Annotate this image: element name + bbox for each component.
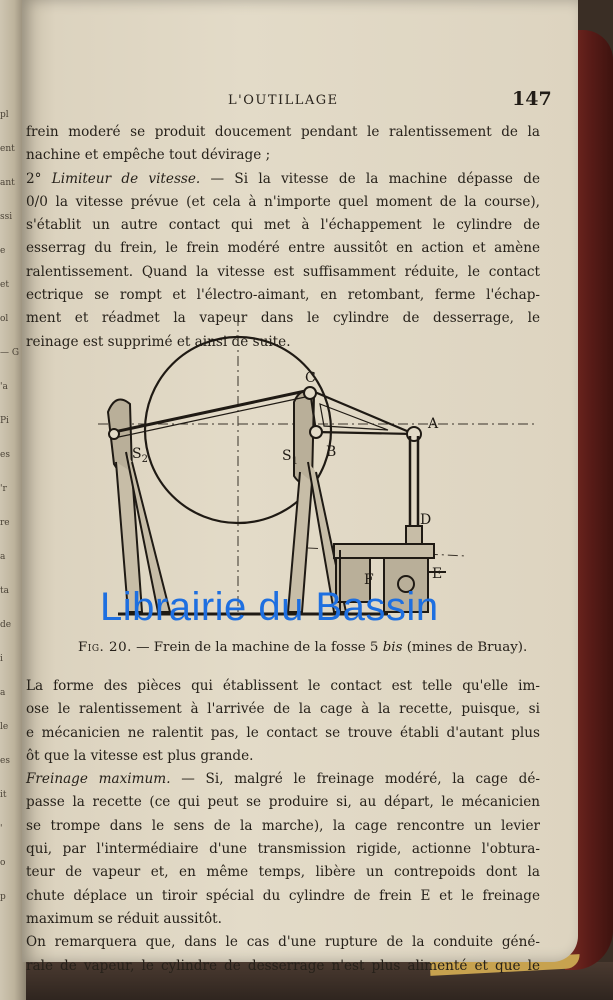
previous-page-fragment: et <box>0 280 9 290</box>
line-italic: Freinage maximum. <box>26 771 171 788</box>
line-text: ment et réadmet la vapeur dans le cylindre de desserrage, le <box>26 310 540 327</box>
text-line <box>26 908 540 931</box>
previous-page-fragment: 'a <box>0 382 8 392</box>
previous-page-fragment: es <box>0 756 10 766</box>
watermark: Librairie du Bassin <box>100 585 439 629</box>
caption-italic: bis <box>382 640 403 655</box>
line-text: maximum se réduit aussitôt. <box>26 910 222 927</box>
label-s2: $S_2$ <box>132 446 148 465</box>
line-text: — Si la vitesse de la machine dépasse de <box>200 170 540 187</box>
line-text: passe la recette (ce qui peut se produire si, au départ, le mécanicien <box>26 794 540 811</box>
label-a: A <box>428 416 439 432</box>
previous-page-fragment: i <box>0 654 3 664</box>
line-text: ralentissement. Quand la vitesse est suffisamment réduite, le contact <box>26 263 540 280</box>
label-f: F <box>364 572 374 588</box>
previous-page-fragment: ta <box>0 586 9 596</box>
tie-rod-edge <box>114 396 310 438</box>
figure-20-brake-diagram <box>88 312 546 630</box>
previous-page-fragment: ssi <box>0 212 13 222</box>
caption-suffix: (mines de Bruay). <box>402 640 528 655</box>
line-text: frein moderé se produit doucement pendant le ralentissement de la <box>26 124 540 140</box>
line-text: se trompe dans le sens de la marche), la cage rencontre un levier <box>26 817 540 834</box>
lever-triangle <box>310 390 414 434</box>
line-text: ose le ralentissement à l'arrivée de la cage à la recette, puisque, si <box>26 701 540 718</box>
text-line <box>26 815 540 838</box>
previous-page-fragment: ent <box>0 144 15 154</box>
running-header-title: L'OUTILLAGE <box>228 93 339 108</box>
text-line <box>26 698 540 721</box>
previous-page-fragment: a <box>0 552 6 562</box>
line-text: chute déplace un tiroir spécial du cylindre de frein E et le freinage <box>26 887 540 904</box>
page-number: 147 <box>512 88 552 110</box>
previous-page-fragment: re <box>0 518 10 528</box>
line-text: reinage est supprimé et ainsi de suite. <box>26 333 291 350</box>
text-line <box>26 791 540 814</box>
pivot-s2 <box>109 429 119 439</box>
text-line <box>26 168 540 191</box>
previous-page-fragment: es <box>0 450 10 460</box>
previous-page-fragment: it <box>0 790 7 800</box>
text-line <box>26 237 540 260</box>
caption-text: — Frein de la machine de la fosse 5 <box>131 640 383 655</box>
label-b: B <box>326 444 337 460</box>
text-line <box>26 144 540 167</box>
previous-page-fragment: e <box>0 246 6 256</box>
previous-page-fragment: ' <box>0 824 3 834</box>
label-e: E <box>432 566 443 582</box>
text-line <box>26 121 540 144</box>
pivot-b <box>310 426 322 438</box>
line-text: qui, par l'intermédiaire d'une transmission rigide, actionne l'obtura- <box>26 841 540 858</box>
crosshead-beam <box>334 544 434 558</box>
text-line <box>26 675 540 698</box>
pivot-c <box>304 387 316 399</box>
previous-page-fragment: de <box>0 620 12 630</box>
text-line <box>26 861 540 884</box>
previous-page-fragment: pl <box>0 110 9 120</box>
text-line <box>26 722 540 745</box>
line-text: esserrag du frein, le frein modéré entre aussitôt en action et amène <box>26 240 540 257</box>
line-text: ectrique se rompt et l'électro-aimant, en retombant, ferme l'échap- <box>26 287 540 304</box>
previous-page-fragment: o <box>0 858 6 868</box>
text-line <box>26 955 540 978</box>
line-text: ôt que la vitesse est plus grande. <box>26 747 254 764</box>
previous-page-fragment: — G <box>0 348 20 358</box>
previous-page-fragment: le <box>0 722 9 732</box>
previous-page-fragment: ant <box>0 178 15 188</box>
book-page <box>22 0 578 974</box>
line-text: On remarquera que, dans le cas d'une rupture de la conduite géné- <box>26 934 540 951</box>
line-italic: Limiteur de vitesse. <box>51 170 201 187</box>
previous-page-fragment: p <box>0 892 6 902</box>
previous-page-fragment: a <box>0 688 6 698</box>
label-s1: $S_1$ <box>282 448 298 467</box>
line-lead: 2° <box>26 170 52 187</box>
text-line <box>26 214 540 237</box>
figure-caption <box>78 640 548 655</box>
tie-rod <box>114 390 310 432</box>
previous-page-fragment: 'r <box>0 484 7 494</box>
line-text: La forme des pièces qui établissent le contact est telle qu'elle im- <box>26 678 540 694</box>
line-text: — Si, malgré le freinage modéré, la cage dé- <box>170 771 540 788</box>
previous-page-fragment: Pi <box>0 416 9 426</box>
text-line <box>26 768 540 791</box>
line-text: rale de vapeur, le cylindre de desserrage n'est plus alimenté et que le <box>26 957 540 974</box>
label-d: D <box>420 512 432 528</box>
line-text: teur de vapeur et, en même temps, libère un contrepoids dont la <box>26 864 540 881</box>
text-line <box>26 191 540 214</box>
line-text: nachine et empêche tout dévirage ; <box>26 147 271 164</box>
label-c: C <box>305 370 316 386</box>
line-text: 0/0 la vitesse prévue (et cela à n'importe quel moment de la course), <box>26 193 540 210</box>
line-text: e mécanicien ne ralentit pas, le contact se trouve établi d'autant plus <box>26 724 540 741</box>
text-line <box>26 931 540 954</box>
text-line <box>26 838 540 861</box>
caption-prefix: Fig. 20. <box>78 640 132 655</box>
text-line <box>26 885 540 908</box>
line-text: s'établit un autre contact qui met à l'échappement le cylindre de <box>26 217 540 234</box>
text-line <box>26 261 540 284</box>
previous-page-fragment: ol <box>0 314 9 324</box>
paragraph-bottom <box>26 675 540 978</box>
text-line <box>26 284 540 307</box>
text-line <box>26 745 540 768</box>
